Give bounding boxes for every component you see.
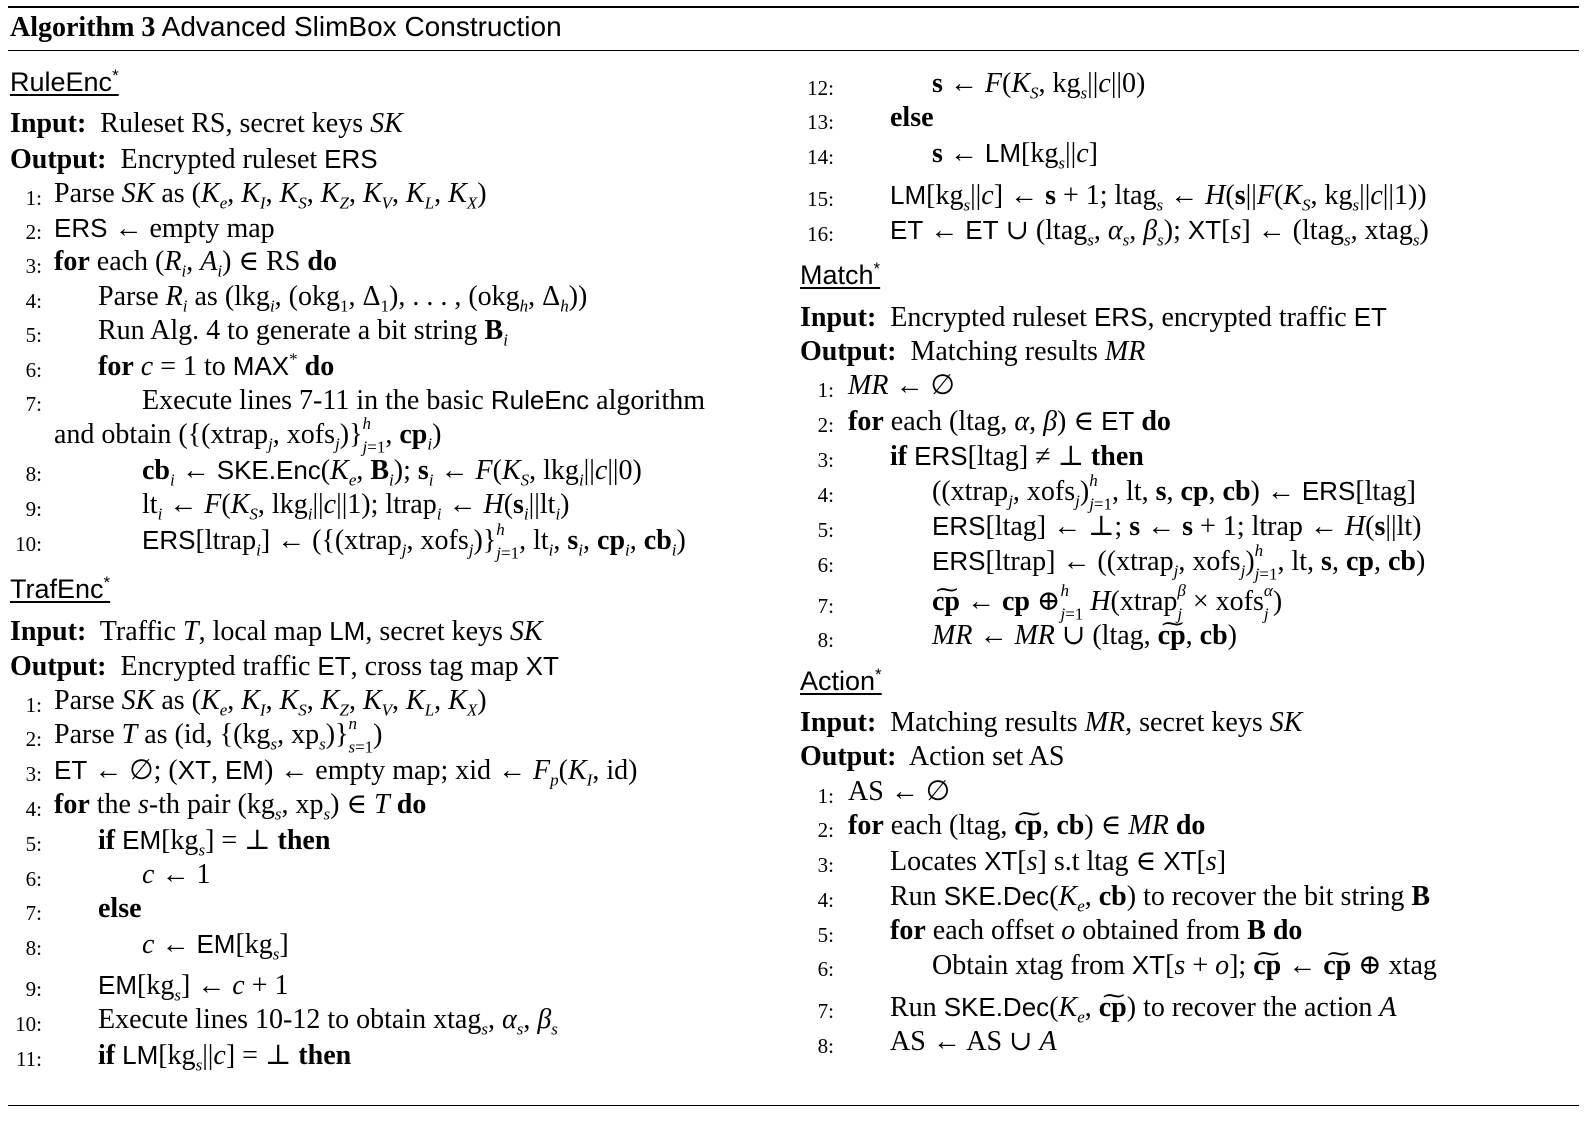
ruleenc-input: Input: Ruleset RS, secret keys SK <box>10 108 403 139</box>
trafenc-input: Input: Traffic T, local map LM, secret keys SK <box>10 616 543 647</box>
ruleenc-output: Output: Encrypted ruleset ERS <box>10 144 378 175</box>
trafenc-heading: TrafEnc* <box>10 573 111 604</box>
algorithm-name: Advanced SlimBox Construction <box>161 11 562 42</box>
trafenc-output: Output: Encrypted traffic ET, cross tag map XT <box>10 651 559 682</box>
top-rule <box>8 6 1579 8</box>
action-output: Output: Action set AS <box>800 741 1065 772</box>
algorithm-label: Algorithm 3 <box>10 12 156 43</box>
match-output: Output: Matching results MR <box>800 336 1146 367</box>
ruleenc-heading: RuleEnc* <box>10 66 119 97</box>
algorithm-title <box>10 10 562 45</box>
title-rule <box>8 50 1579 51</box>
match-input: Input: Encrypted ruleset ERS, encrypted traffic ET <box>800 302 1387 333</box>
action-heading: Action* <box>800 665 882 696</box>
match-heading: Match* <box>800 259 881 290</box>
bottom-rule <box>8 1105 1579 1106</box>
action-input: Input: Matching results MR, secret keys SK <box>800 707 1303 738</box>
